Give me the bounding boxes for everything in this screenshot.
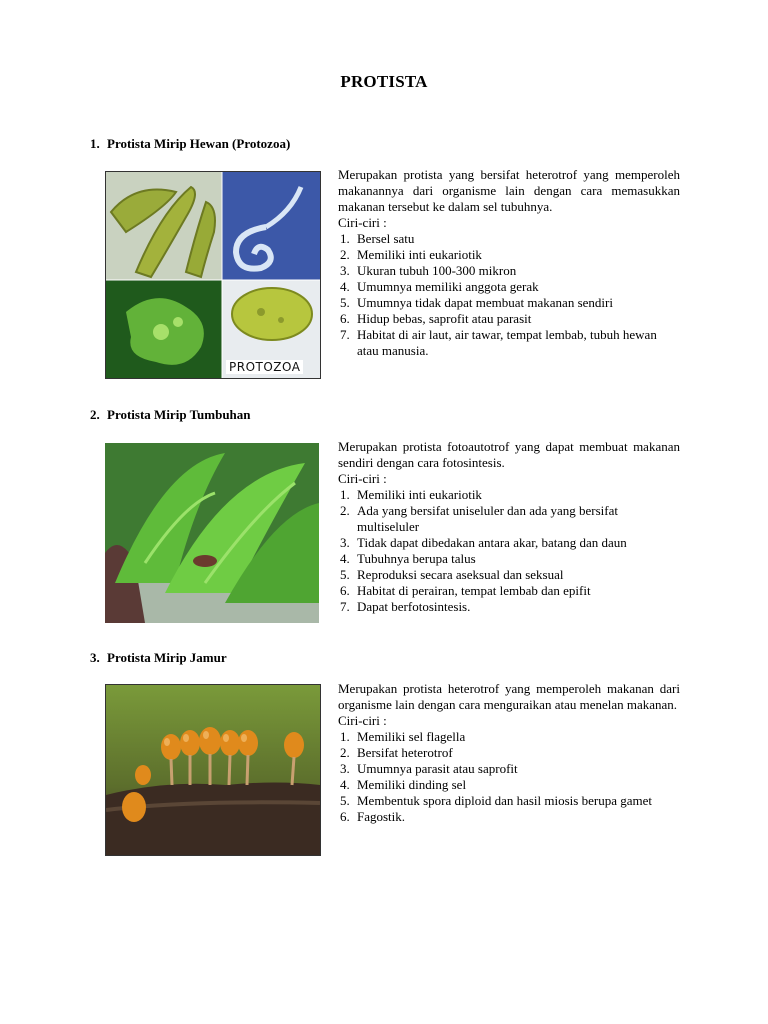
list-item: 1. Memiliki inti eukariotik <box>340 487 482 502</box>
section-description: Merupakan protista heterotrof yang memperoleh makanan dari organisme lain dengan cara menguraikan atau menelan makanan. <box>338 681 680 712</box>
protozoa-collage-picture <box>106 172 320 378</box>
list-item: 3. Umumnya parasit atau saprofit <box>340 761 518 776</box>
section-text-protozoa <box>338 167 680 359</box>
ciri-label: Ciri-ciri : <box>338 713 387 728</box>
section-heading-jamur: 3. Protista Mirip Jamur <box>90 650 227 665</box>
list-item: 1. Memiliki sel flagella <box>340 729 466 744</box>
list-item: 4. Memiliki dinding sel <box>340 777 467 792</box>
section-description: Merupakan protista fotoautotrof yang dapat membuat makanan sendiri dengan cara fotosintesis. <box>338 439 680 470</box>
ciri-list <box>338 487 680 615</box>
section-text-tumbuhan <box>338 439 680 615</box>
list-item: 6. Fagostik. <box>340 809 406 824</box>
protozoa-image <box>105 171 321 379</box>
list-item: 3. Ukuran tubuh 100-300 mikron <box>340 263 517 278</box>
ciri-list <box>338 729 680 825</box>
list-item: 6. Hidup bebas, saprofit atau parasit <box>340 311 532 326</box>
list-item: 2. Bersifat heterotrof <box>340 745 453 760</box>
ciri-label: Ciri-ciri : <box>338 471 387 486</box>
section-heading-protozoa: 1. Protista Mirip Hewan (Protozoa) <box>90 136 291 151</box>
list-item: 1. Bersel satu <box>340 231 415 246</box>
list-item: 2. Memiliki inti eukariotik <box>340 247 482 262</box>
slime-mold-picture <box>106 685 320 855</box>
list-item: 5. Umumnya tidak dapat membuat makanan sendiri <box>340 295 613 310</box>
list-item: 5. Membentuk spora diploid dan hasil miosis berupa gamet <box>340 793 652 808</box>
ciri-list <box>338 231 680 359</box>
page-title: PROTISTA <box>340 72 428 91</box>
list-item: 4. Umumnya memiliki anggota gerak <box>340 279 539 294</box>
list-item: 7. Dapat berfotosintesis. <box>340 599 471 614</box>
algae-picture <box>105 443 319 623</box>
list-item: 5. Reproduksi secara aseksual dan seksual <box>340 567 564 582</box>
list-item: 7. Habitat di air laut, air tawar, tempat lembab, tubuh hewan atau manusia. <box>340 327 657 358</box>
section-description: Merupakan protista yang bersifat heterotrof yang memperoleh makanannya dari organisme lain dengan cara memasukkan makanan tersebut ke dalam sel tubuhnya. <box>338 167 680 214</box>
list-item: 6. Habitat di perairan, tempat lembab dan epifit <box>340 583 591 598</box>
protozoa-image-label: PROTOZOA <box>226 360 303 374</box>
ciri-label: Ciri-ciri : <box>338 215 387 230</box>
slime-mold-image <box>105 684 321 856</box>
section-text-jamur <box>338 681 680 825</box>
section-heading-tumbuhan: 2. Protista Mirip Tumbuhan <box>90 407 251 422</box>
list-item: 2. Ada yang bersifat uniseluler dan ada yang bersifat multiseluler <box>340 503 618 534</box>
algae-image <box>105 443 319 623</box>
list-item: 4. Tubuhnya berupa talus <box>340 551 476 566</box>
list-item: 3. Tidak dapat dibedakan antara akar, batang dan daun <box>340 535 627 550</box>
